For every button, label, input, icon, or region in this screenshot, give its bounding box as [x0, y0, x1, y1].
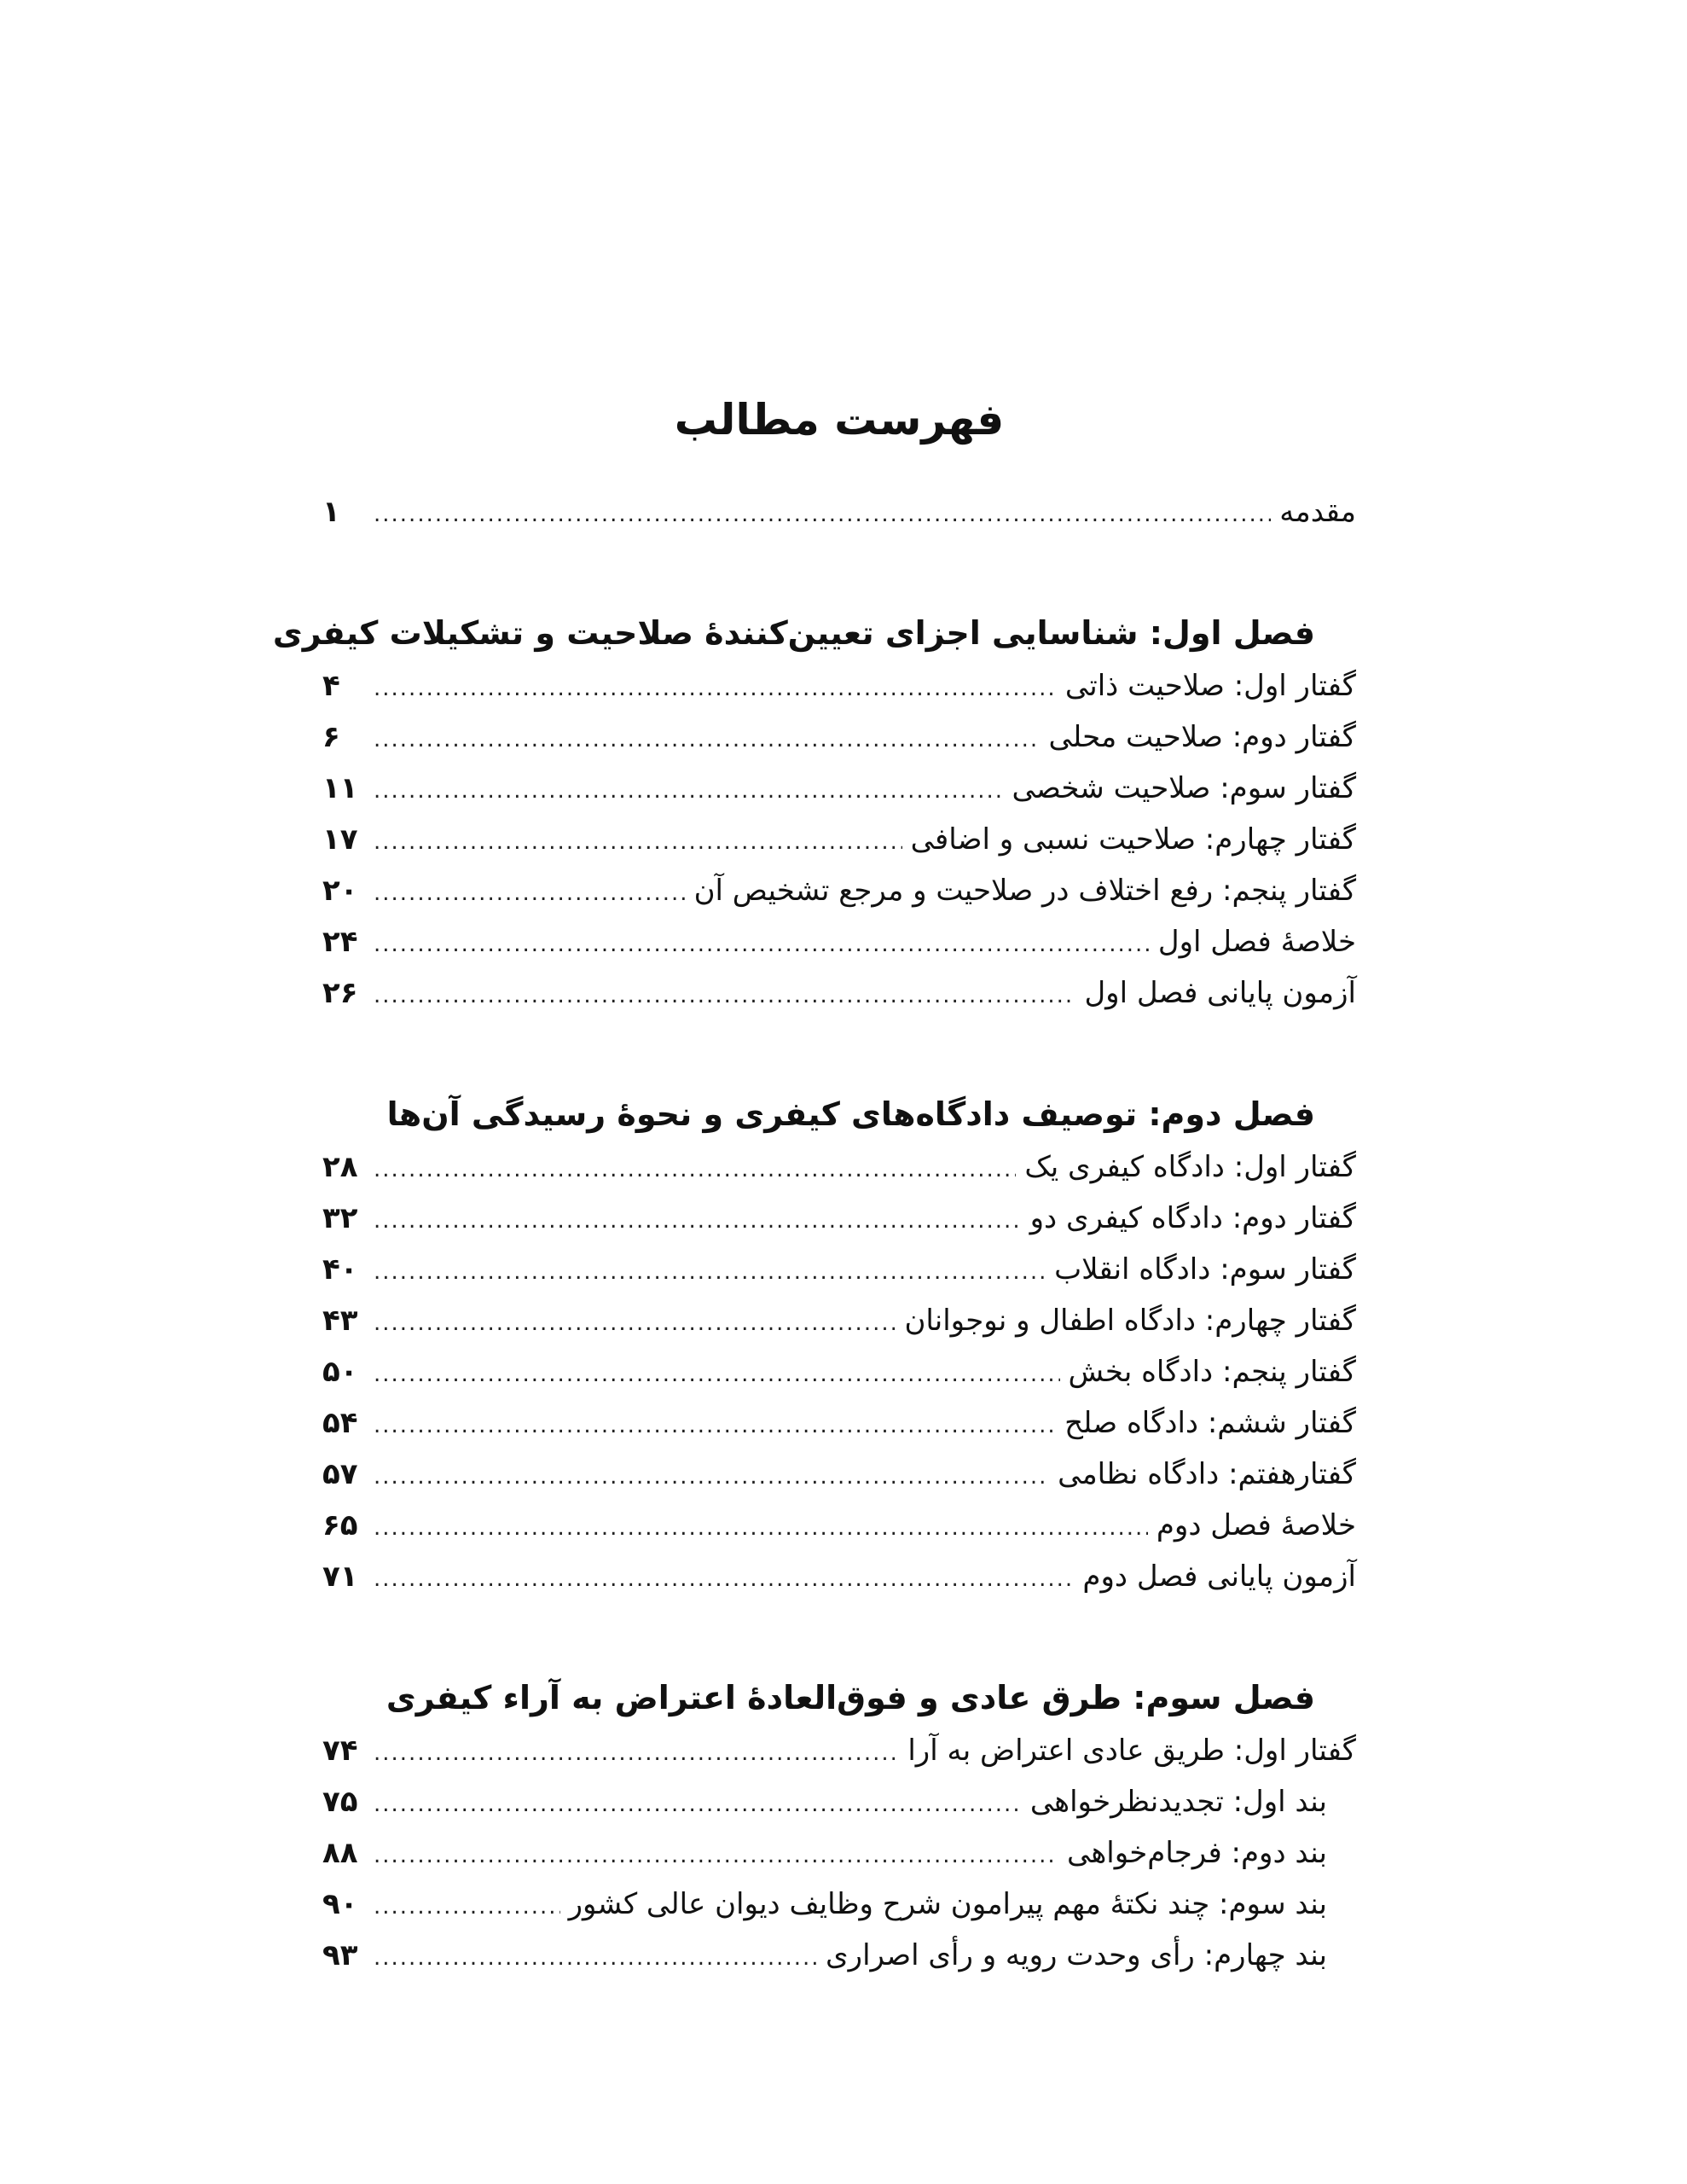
dot-leader: [374, 1932, 817, 1984]
dot-leader: [374, 663, 1057, 714]
entry-label: بند اول: تجدیدنظرخواهی: [1029, 1785, 1327, 1819]
entry-label: گفتار پنجم: رفع اختلاف در صلاحیت و مرجع تشخیص آن: [693, 874, 1356, 908]
toc-entry[interactable]: [322, 814, 1356, 865]
entry-label: بند چهارم: رأی وحدت رویه و رأی اصراری: [826, 1938, 1327, 1972]
dot-leader: [374, 489, 1271, 540]
entry-page-number: ۵۷: [322, 1457, 358, 1491]
toc-entry[interactable]: [322, 1500, 1356, 1551]
toc-entry[interactable]: [322, 1193, 1356, 1244]
entry-label: گفتار ششم: دادگاه صلح: [1064, 1406, 1356, 1440]
toc-entry[interactable]: [322, 865, 1356, 916]
entry-label: گفتار اول: دادگاه کیفری یک: [1024, 1150, 1356, 1184]
entry-label: خلاصۀ فصل دوم: [1156, 1508, 1356, 1542]
dot-leader: [374, 1554, 1074, 1605]
entry-page-number: ۶: [322, 720, 340, 754]
toc-entry[interactable]: [322, 1397, 1356, 1449]
toc-subentry[interactable]: [322, 1827, 1356, 1879]
chapter-title[interactable]: فصل سوم: طرق عادی و فوق‌العادۀ اعتراض به آراء کیفری: [386, 1679, 1315, 1716]
dot-leader: [374, 1195, 1022, 1246]
toc-entry[interactable]: [322, 763, 1356, 814]
entry-label: گفتار اول: صلاحیت ذاتی: [1064, 669, 1356, 703]
dot-leader: [374, 1779, 1022, 1830]
dot-leader: [374, 714, 1041, 765]
entry-label: گفتارهفتم: دادگاه نظامی: [1058, 1457, 1356, 1491]
table-of-contents: [272, 386, 1356, 1981]
entry-label: آزمون پایانی فصل دوم: [1082, 1560, 1356, 1594]
toc-entry[interactable]: [322, 1449, 1356, 1500]
toc-entry-intro[interactable]: [322, 486, 1356, 537]
entry-label: گفتار دوم: صلاحیت محلی: [1048, 720, 1356, 754]
toc-entry[interactable]: [322, 967, 1356, 1019]
toc-subentry[interactable]: [322, 1930, 1356, 1981]
dot-leader: [374, 1728, 899, 1779]
dot-leader: [374, 1881, 560, 1932]
chapter-title[interactable]: فصل دوم: توصیف دادگاه‌های کیفری و نحوۀ رسیدگی آن‌ها: [386, 1095, 1315, 1133]
entry-page-number: ۵۰: [322, 1355, 358, 1389]
entry-page-number: ۷۵: [322, 1785, 358, 1819]
entry-page-number: ۵۴: [322, 1406, 358, 1440]
entry-page-number: ۳۲: [322, 1201, 358, 1235]
toc-entry[interactable]: [322, 1141, 1356, 1193]
entry-page-number: ۲۸: [322, 1150, 358, 1184]
toc-entry[interactable]: [322, 1551, 1356, 1602]
toc-entry[interactable]: [322, 1295, 1356, 1346]
entry-page-number: ۱۱: [322, 771, 358, 805]
entry-label: گفتار سوم: صلاحیت شخصی: [1012, 771, 1356, 805]
entry-label: بند دوم: فرجام‌خواهی: [1067, 1836, 1327, 1870]
toc-subentry[interactable]: [322, 1776, 1356, 1827]
dot-leader: [374, 868, 686, 919]
entry-page-number: ۴۳: [322, 1304, 358, 1338]
entry-label: گفتار پنجم: دادگاه بخش: [1068, 1355, 1356, 1389]
entry-page-number: ۹۳: [322, 1938, 358, 1972]
dot-leader: [374, 970, 1075, 1021]
dot-leader: [374, 1400, 1056, 1451]
entry-label: گفتار اول: طریق عادی اعتراض به آرا: [907, 1734, 1356, 1768]
toc-entry[interactable]: [322, 712, 1356, 763]
toc-entry[interactable]: [322, 916, 1356, 967]
chapter-1: [272, 606, 1356, 1019]
dot-leader: [374, 1246, 1046, 1298]
toc-entry[interactable]: [322, 1725, 1356, 1776]
entry-page-number: ۹۰: [322, 1887, 358, 1921]
entry-label: گفتار دوم: دادگاه کیفری دو: [1029, 1201, 1356, 1235]
dot-leader: [374, 1502, 1148, 1554]
entry-page-number: ۱: [322, 495, 340, 529]
entry-label: خلاصۀ فصل اول: [1157, 925, 1356, 959]
toc-entry[interactable]: [322, 1346, 1356, 1397]
dot-leader: [374, 1451, 1049, 1502]
chapter-3: [322, 1670, 1356, 1981]
entry-label: گفتار سوم: دادگاه انقلاب: [1054, 1252, 1356, 1287]
entry-page-number: ۲۶: [322, 976, 358, 1010]
entry-page-number: ۱۷: [322, 822, 358, 857]
entry-page-number: ۶۵: [322, 1508, 358, 1542]
dot-leader: [374, 1349, 1060, 1400]
dot-leader: [374, 816, 902, 868]
dot-leader: [374, 1830, 1058, 1881]
page-title: فهرست مطالب: [674, 395, 1005, 444]
dot-leader: [374, 765, 1004, 816]
entry-label: گفتار چهارم: صلاحیت نسبی و اضافی: [910, 822, 1356, 857]
entry-label: گفتار چهارم: دادگاه اطفال و نوجوانان: [904, 1304, 1356, 1338]
dot-leader: [374, 1298, 896, 1349]
dot-leader: [374, 1144, 1016, 1195]
toc-entry[interactable]: [322, 1244, 1356, 1295]
toc-subentry[interactable]: [322, 1879, 1356, 1930]
toc-entry[interactable]: [322, 660, 1356, 712]
entry-label: آزمون پایانی فصل اول: [1084, 976, 1356, 1010]
dot-leader: [374, 919, 1150, 970]
entry-page-number: ۴۰: [322, 1252, 358, 1287]
entry-label: مقدمه: [1279, 495, 1356, 529]
entry-page-number: ۷۱: [322, 1560, 358, 1594]
entry-page-number: ۲۴: [322, 925, 358, 959]
entry-page-number: ۴: [322, 669, 340, 703]
entry-label: بند سوم: چند نکتۀ مهم پیرامون شرح وظایف دیوان عالی کشور: [568, 1887, 1327, 1921]
entry-page-number: ۷۴: [322, 1734, 358, 1768]
chapter-title[interactable]: فصل اول: شناسایی اجزای تعیین‌کنندۀ صلاحیت و تشکیلات کیفری: [272, 614, 1315, 652]
entry-page-number: ۲۰: [322, 874, 358, 908]
chapter-2: [322, 1087, 1356, 1602]
entry-page-number: ۸۸: [322, 1836, 358, 1870]
